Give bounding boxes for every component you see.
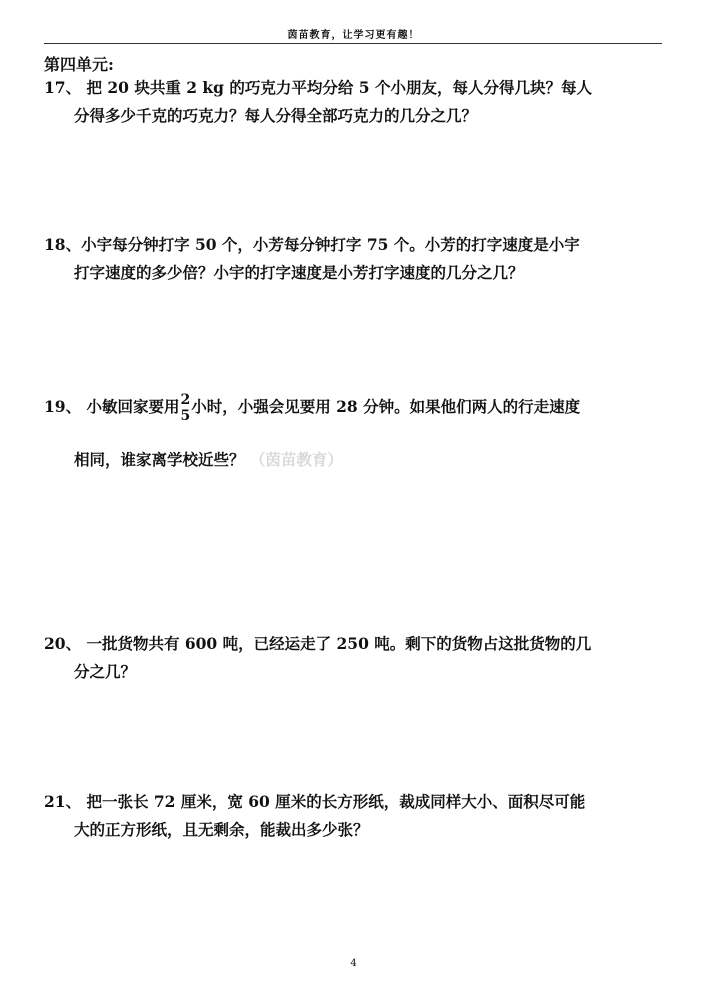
fraction-denominator: 5: [180, 408, 191, 424]
watermark-text: （茵苗教育）: [249, 450, 343, 469]
question-19-prefix: 19、 小敏回家要用: [44, 397, 180, 416]
question-17-line-1: 17、 把 20 块共重 2 kg 的巧克力平均分给 5 个小朋友，每人分得几块？每人: [44, 78, 592, 97]
fraction-numerator: 2: [180, 392, 191, 408]
question-19-line-2: [44, 446, 662, 474]
question-20-line-2: 分之几？: [74, 662, 137, 681]
question-18-line-1: 18、小宇每分钟打字 50 个，小芳每分钟打字 75 个。小芳的打字速度是小宇: [44, 235, 580, 254]
question-19-line-1: [44, 392, 662, 424]
question-17: [44, 74, 662, 130]
question-21-line-2: 大的正方形纸，且无剩余，能裁出多少张？: [74, 820, 369, 839]
question-18: [44, 231, 662, 287]
question-21: [44, 788, 662, 844]
question-21-line-1: 21、 把一张长 72 厘米，宽 60 厘米的长方形纸，裁成同样大小、面积尽可能: [44, 792, 586, 811]
unit-title: 第四单元:: [44, 55, 114, 74]
question-20-line-1: 20、 一批货物共有 600 吨，已经运走了 250 吨。剩下的货物占这批货物的几: [44, 634, 592, 653]
header-rule: [44, 43, 662, 44]
question-18-line-2: 打字速度的多少倍？小宇的打字速度是小芳打字速度的几分之几？: [74, 263, 524, 282]
page-header: 茵苗教育，让学习更有趣！: [287, 30, 420, 41]
question-20: [44, 630, 662, 686]
question-19: [44, 392, 662, 474]
question-19-line-2-text: 相同，谁家离学校近些？: [74, 450, 245, 469]
fraction: [180, 392, 190, 424]
page-number: 4: [350, 958, 357, 969]
question-19-suffix: 小时，小强会见要用 28 分钟。如果他们两人的行走速度: [191, 397, 581, 416]
question-17-line-2: 分得多少千克的巧克力？每人分得全部巧克力的几分之几？: [74, 106, 478, 125]
